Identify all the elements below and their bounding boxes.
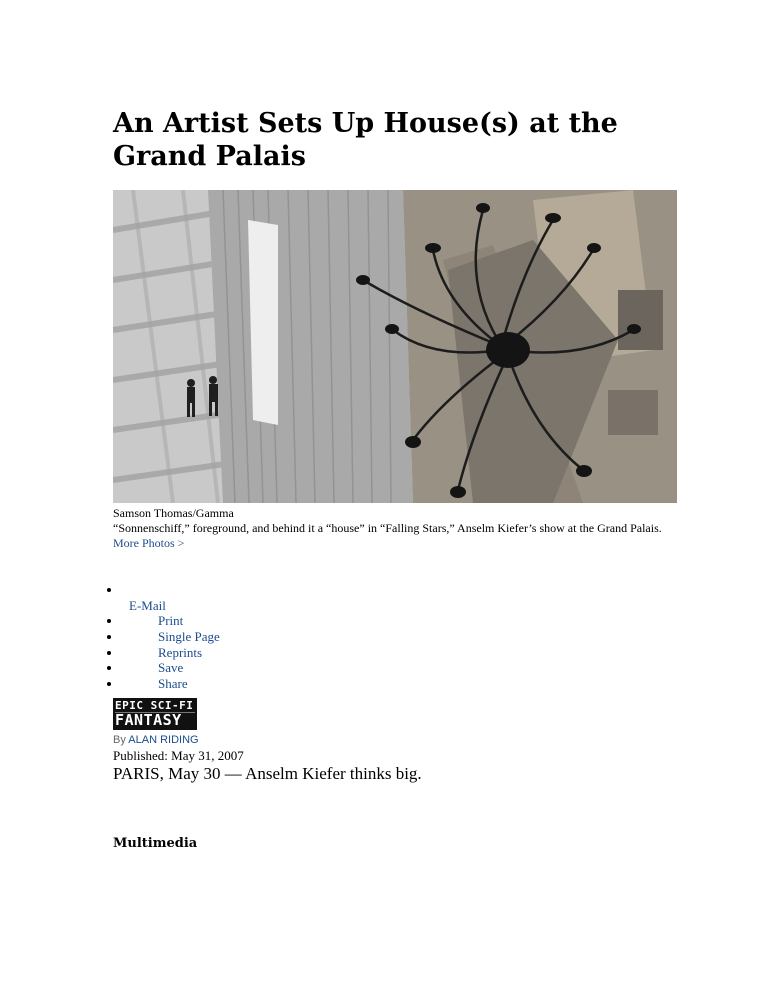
more-photos-link[interactable]: More Photos >: [113, 536, 185, 550]
reprints-link[interactable]: Reprints: [158, 644, 203, 660]
article-photo[interactable]: [113, 190, 677, 503]
article-headline: An Artist Sets Up House(s) at the Grand Palais: [113, 108, 618, 172]
photo-credit: Samson Thomas/Gamma: [113, 506, 234, 520]
published-date: Published: May 31, 2007: [113, 748, 244, 763]
tool-item: [113, 676, 413, 692]
tool-item: [113, 645, 413, 661]
sponsor-ad[interactable]: [113, 698, 197, 730]
ad-line-2: FANTASY: [115, 712, 195, 727]
article-tools: [113, 582, 413, 692]
multimedia-heading: Multimedia: [113, 836, 198, 851]
share-link[interactable]: Share: [158, 676, 188, 692]
caption-text: “Sonnenschiff,” foreground, and behind it a “house” in “Falling Stars,” Anselm Kiefer’s show at the Grand Palais.: [113, 521, 662, 535]
tool-item: [113, 629, 413, 645]
byline-prefix: By: [113, 734, 126, 746]
bullet-icon: [107, 682, 111, 686]
author-link[interactable]: ALAN RIDING: [128, 734, 199, 746]
tool-email-row: [113, 598, 413, 614]
tool-item: [113, 613, 413, 629]
print-link[interactable]: Print: [158, 613, 184, 629]
tool-item: [113, 660, 413, 676]
single-page-link[interactable]: Single Page: [158, 629, 220, 645]
byline: [113, 734, 199, 746]
bullet-icon: [107, 635, 111, 639]
tools-bullet-row: [113, 582, 413, 598]
bullet-icon: [107, 651, 111, 655]
article-lede: PARIS, May 30 — Anselm Kiefer thinks big.: [113, 764, 422, 783]
save-link[interactable]: Save: [158, 660, 184, 676]
bullet-icon: [107, 588, 111, 592]
ad-line-1: EPIC SCI-FI: [115, 699, 194, 712]
email-link[interactable]: E-Mail: [129, 597, 166, 613]
bullet-icon: [107, 666, 111, 670]
photo-caption: [113, 521, 673, 551]
bullet-icon: [107, 619, 111, 623]
